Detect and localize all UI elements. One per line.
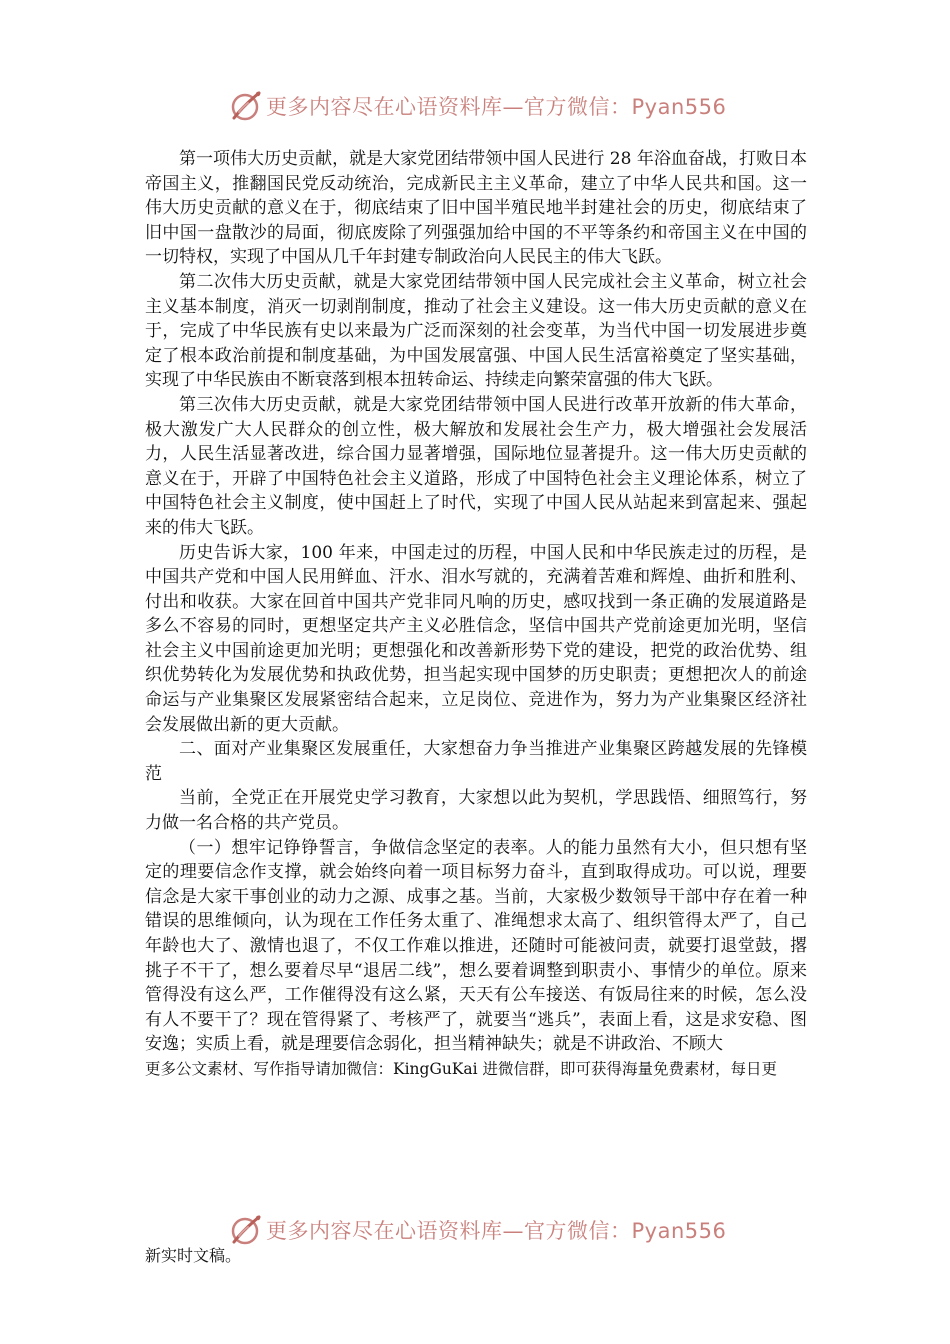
watermark-footer: [228, 1210, 726, 1250]
footer-note: 更多公文素材、写作指导请加微信：KingGuKai 进微信群，即可获得海量免费素材，每日更: [145, 1059, 778, 1078]
paragraph-7: （一）想牢记铮铮誓言，争做信念坚定的表率。人的能力虽然有大小，但只想有坚定的理要信念作支撑，就会始终向着一项目标努力奋斗，直到取得成功。可以说，理要信念是大家干事创业的动力之源、成事之基。当前，大家极少数领导干部中存在着一种错误的思维倾向，认为现在工作任务太重了、准绳想求太高了、组织管得太严了，自己年龄也大了、激情也退了，不仅工作难以推进，还随时可能被问责，就要打退堂鼓，撂挑子不干了，想么要着尽早“退居二线”，想么要着调整到职责小、事情少的单位。原来管得没有这么严，工作催得没有这么紧，天天有公车接送、有饭局往来的时候，怎么没有人不要干了？现在管得紧了、考核严了，就要当“逃兵”，表面上看，这是求安稳、图安逸；实质上看，就是理要信念弱化，担当精神缺失；就是不讲政治、不顾大: [145, 837, 807, 1055]
section-heading: 二、面对产业集聚区发展重任，大家想奋力争当推进产业集聚区跨越发展的先锋模范: [145, 739, 807, 784]
paragraph-6: 当前，全党正在开展党史学习教育，大家想以此为契机，学思践悟、细照笃行，努力做一名合格的共产党员。: [145, 788, 807, 834]
paragraph-1: 第一项伟大历史贡献，就是大家党团结带领中国人民进行 28 年浴血奋战，打败日本帝国主义，推翻国民党反动统治，完成新民主主义革命，建立了中华人民共和国。这一伟大历史贡献的意义在于，彻底结束了旧中国半殖民地半封建社会的历史，彻底结束了旧中国一盘散沙的局面，彻底废除了列强强加给中国的不平等条约和帝国主义在中国的一切特权，实现了中国从几千年封建专制政治向人民民主的伟大飞跃。: [145, 149, 807, 268]
watermark-text: 更多内容尽在心语资料库—官方微信：Pyan556: [266, 1219, 727, 1243]
tail-text: 新实时文稿。: [145, 1246, 242, 1265]
paragraph-3: 第三次伟大历史贡献，就是大家党团结带领中国人民进行改革开放新的伟大革命，极大激发广大人民群众的创立性，极大解放和发展社会生产力，极大增强社会发展活力，人民生活显著改进，综合国力显著增强，国际地位显著提升。这一伟大历史贡献的意义在于，开辟了中国特色社会主义道路，形成了中国特色社会主义理论体系，树立了中国特色社会主义制度，使中国赶上了时代，实现了中国人民从站起来到富起来、强起来的伟大飞跃。: [145, 394, 807, 538]
paragraph-4: 历史告诉大家，100 年来，中国走过的历程，中国人民和中华民族走过的历程，是中国共产党和中国人民用鲜血、汗水、泪水写就的，充满着苦难和辉煌、曲折和胜利、付出和收获。大家在回首中国共产党非同凡响的历史，感叹找到一条正确的发展道路是多么不容易的同时，更想坚定共产主义必胜信念，坚信中国共产党前途更加光明，坚信社会主义中国前途更加光明；更想强化和改善新形势下党的建设，把党的政治优势、组织优势转化为发展优势和执政优势，担当起实现中国梦的历史职责；更想把次人的前途命运与产业集聚区发展紧密结合起来，立足岗位、竞进作为，努力为产业集聚区经济社会发展做出新的更大贡献。: [145, 542, 807, 735]
watermark-header: [228, 86, 726, 126]
watermark-text: 更多内容尽在心语资料库—官方微信：Pyan556: [266, 95, 727, 119]
paragraph-2: 第二次伟大历史贡献，就是大家党团结带领中国人民完成社会主义革命，树立社会主义基本制度，消灭一切剥削制度，推动了社会主义建设。这一伟大历史贡献的意义在于，完成了中华民族有史以来最为广泛而深刻的社会变革，为当代中国一切发展进步奠定了根本政治前提和制度基础，为中国发展富强、中国人民生活富裕奠定了坚实基础，实现了中华民族由不断衰落到根本扭转命运、持续走向繁荣富强的伟大飞跃。: [145, 271, 807, 391]
brush-logo-icon: [228, 88, 264, 124]
brush-logo-icon: [228, 1212, 264, 1248]
document-body: [145, 147, 807, 1082]
